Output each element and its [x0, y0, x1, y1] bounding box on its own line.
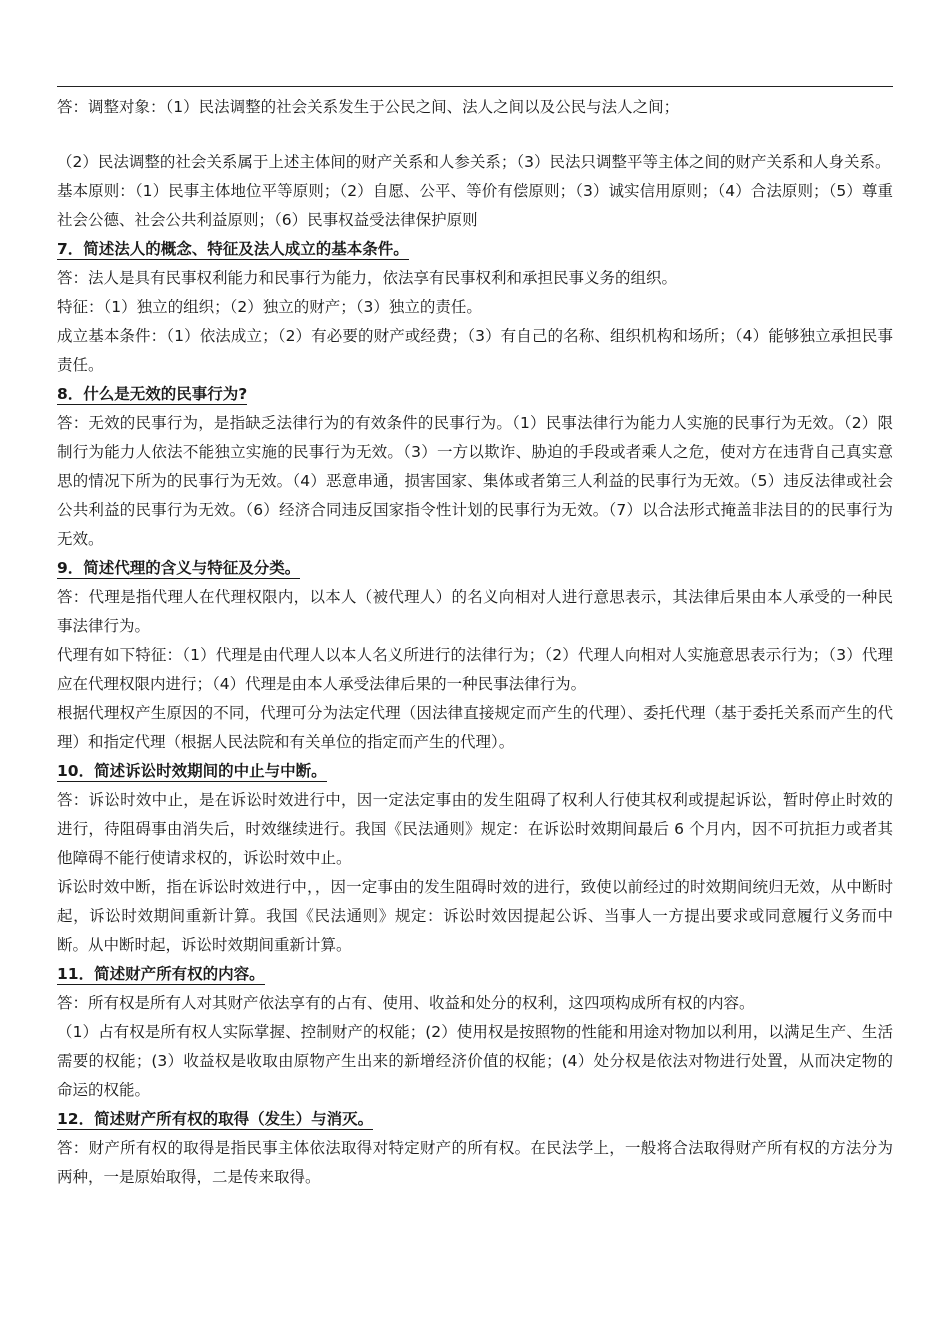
section-heading-text: 11．简述财产所有权的内容。 — [57, 965, 265, 983]
paragraph: （2）民法调整的社会关系属于上述主体间的财产关系和人参关系；（3）民法只调整平等主体之间的财产关系和人身关系。 — [57, 153, 891, 171]
section-heading — [57, 554, 893, 583]
section-heading-text: 10．简述诉讼时效期间的中止与中断。 — [57, 762, 327, 780]
document-body — [57, 93, 893, 1192]
section-heading-text: 12．简述财产所有权的取得（发生）与消灭。 — [57, 1110, 374, 1128]
paragraph: 答：代理是指代理人在代理权限内，以本人（被代理人）的名义向相对人进行意思表示，其法律后果由本人承受的一种民事法律行为。 — [57, 588, 893, 635]
paragraph: 答：无效的民事行为，是指缺乏法律行为的有效条件的民事行为。（1）民事法律行为能力人实施的民事行为无效。（2）限制行为能力人依法不能独立实施的民事行为无效。（3）一方以欺诈、胁迫的手段或者乘人之危，使对方在违背自己真实意思的情况下所为的民事行为无效。（4）恶意串通，损害国家、集体或者第三人利益的民事行为无效。（5）违反法律或社会公共利益的民事行为无效。（6）经济合同违反国家指令性计划的民事行为无效。（7）以合法形式掩盖非法目的的民事行为无效。 — [57, 414, 893, 548]
paragraph: 答：调整对象：（1）民法调整的社会关系发生于公民之间、法人之间以及公民与法人之间； — [57, 98, 680, 116]
paragraph: 成立基本条件：（1）依法成立；（2）有必要的财产或经费；（3）有自己的名称、组织机构和场所；（4）能够独立承担民事责任。 — [57, 327, 893, 374]
paragraph: 答：财产所有权的取得是指民事主体依法取得对特定财产的所有权。在民法学上，一般将合法取得财产所有权的方法分为两种，一是原始取得，二是传来取得。 — [57, 1139, 893, 1186]
paragraph: 根据代理权产生原因的不同，代理可分为法定代理（因法律直接规定而产生的代理）、委托代理（基于委托关系而产生的代理）和指定代理（根据人民法院和有关单位的指定而产生的代理）。 — [57, 704, 893, 751]
section-heading — [57, 960, 893, 989]
paragraph: 答：法人是具有民事权利能力和民事行为能力，依法享有民事权利和承担民事义务的组织。 — [57, 269, 678, 287]
section-heading-text: 7．简述法人的概念、特征及法人成立的基本条件。 — [57, 240, 409, 258]
paragraph: 代理有如下特征：（1）代理是由代理人以本人名义所进行的法律行为；（2）代理人向相对人实施意思表示行为；（3）代理应在代理权限内进行；（4）代理是由本人承受法律后果的一种民事法律行为。 — [57, 646, 893, 693]
section-heading — [57, 1105, 893, 1134]
section-heading-text: 9．简述代理的含义与特征及分类。 — [57, 559, 301, 577]
paragraph: 答：所有权是所有人对其财产依法享有的占有、使用、收益和处分的权利，这四项构成所有权的内容。 — [57, 994, 755, 1012]
section-heading — [57, 757, 893, 786]
section-heading — [57, 380, 893, 409]
section-heading-text: 8．什么是无效的民事行为? — [57, 385, 248, 403]
header-rule — [57, 86, 893, 87]
paragraph: 特征：（1）独立的组织；（2）独立的财产；（3）独立的责任。 — [57, 298, 482, 316]
paragraph: 诉讼时效中断，指在诉讼时效进行中，，因一定事由的发生阻碍时效的进行，致使以前经过的时效期间统归无效，从中断时起，诉讼时效期间重新计算。我国《民法通则》规定：诉讼时效因提起公诉、当事人一方提出要求或同意履行义务而中断。从中断时起，诉讼时效期间重新计算。 — [57, 878, 893, 954]
section-heading — [57, 235, 893, 264]
paragraph: 答：诉讼时效中止，是在诉讼时效进行中，因一定法定事由的发生阻碍了权利人行使其权利或提起诉讼，暂时停止时效的进行，待阻碍事由消失后，时效继续进行。我国《民法通则》规定：在诉讼时效期间最后 6 个月内，因不可抗拒力或者其他障碍不能行使请求权的，诉讼时效中止。 — [57, 791, 893, 867]
paragraph: （1）占有权是所有权人实际掌握、控制财产的权能；(2）使用权是按照物的性能和用途对物加以利用，以满足生产、生活需要的权能；(3）收益权是收取由原物产生出来的新增经济价值的权能；(4）处分权是依法对物进行处置，从而决定物的命运的权能。 — [57, 1023, 893, 1099]
paragraph: 基本原则：（1）民事主体地位平等原则；（2）自愿、公平、等价有偿原则；（3）诚实信用原则；（4）合法原则；（5）尊重社会公德、社会公共利益原则；（6）民事权益受法律保护原则 — [57, 182, 893, 229]
